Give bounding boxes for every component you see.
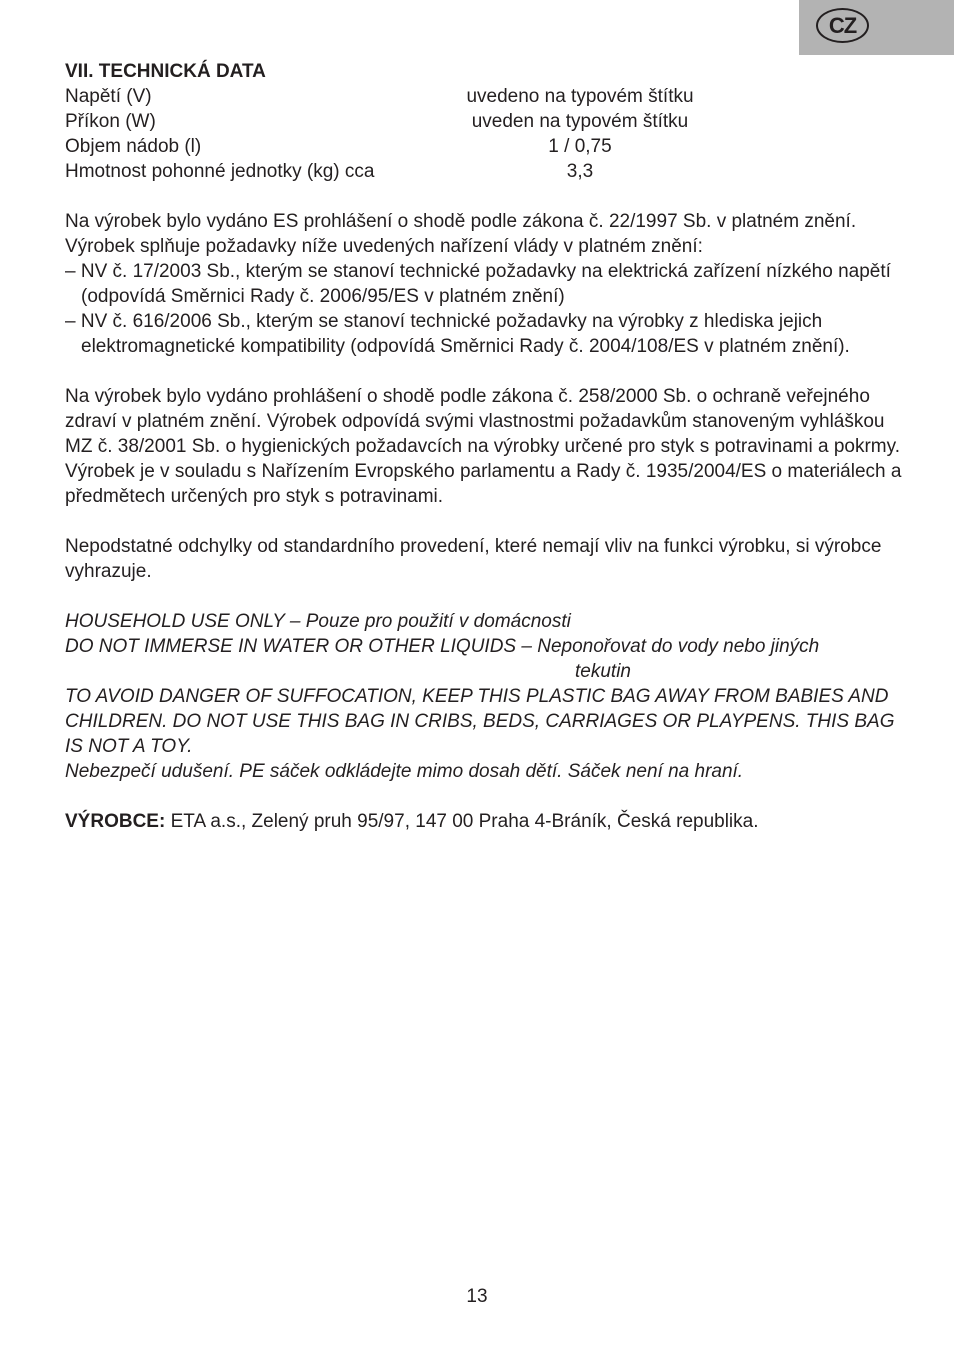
spec-table — [65, 84, 905, 184]
language-tab — [799, 0, 954, 55]
spec-label: Hmotnost pohonné jednotky (kg) cca — [65, 161, 375, 182]
suffocation-warning: TO AVOID DANGER OF SUFFOCATION, KEEP THIS PLASTIC BAG AWAY FROM BABIES AND CHILDREN. DO NOT USE THIS BAG IN CRIBS, BEDS, CARRIAGES OR PLAYPENS. THIS BAG IS NOT A TOY. — [65, 686, 895, 757]
spec-label: Napětí (V) — [65, 86, 152, 107]
health-declaration: Na výrobek bylo vydáno prohlášení o shodě podle zákona č. 258/2000 Sb. o ochraně veřejného zdraví v platném znění. Výrobek odpovídá svými vlastnostmi požadavkům stanoveným vyhláškou MZ č. 38/2001 Sb. o hygienických požadavcích na výrobky určené pro styk s potravinami a pokrmy. Výrobek je v souladu s Nařízením Evropského parlamentu a Rady č. 1935/2004/ES o materiálech a předmětech určených pro styk s potravinami. — [65, 386, 902, 507]
spec-value: uvedeno na typovém štítku — [466, 86, 694, 107]
spec-row — [65, 109, 905, 134]
manufacturer-label: VÝROBCE: — [65, 811, 166, 832]
spec-label: Příkon (W) — [65, 111, 156, 132]
manufacturer-text: ETA a.s., Zelený pruh 95/97, 147 00 Praha 4-Bráník, Česká republika. — [165, 811, 759, 832]
language-label: CZ — [828, 12, 857, 38]
language-badge — [816, 8, 869, 43]
page-content — [65, 59, 905, 834]
deviations-note: Nepodstatné odchylky od standardního provedení, které nemají vliv na funkci výrobku, si výrobce vyhrazuje. — [65, 536, 882, 582]
page-number: 13 — [466, 1286, 488, 1307]
spec-value: 3,3 — [566, 161, 594, 182]
es-declaration-item: – NV č. 616/2006 Sb., kterým se stanoví technické požadavky na výrobky z hlediska jejich elektromagnetické kompatibility (odpovídá Směrnici Rady č. 2004/108/ES v platném znění). — [65, 311, 850, 357]
spec-value: 1 / 0,75 — [548, 136, 612, 157]
immerse-warning-tail: tekutin — [575, 661, 631, 682]
spec-row — [65, 159, 905, 184]
household-warning: HOUSEHOLD USE ONLY – Pouze pro použití v domácnosti — [65, 611, 571, 632]
suffocation-warning-cz: Nebezpečí udušení. PE sáček odkládejte mimo dosah dětí. Sáček není na hraní. — [65, 761, 744, 782]
immerse-warning: DO NOT IMMERSE IN WATER OR OTHER LIQUIDS – Neponořovat do vody nebo jiných — [65, 636, 820, 657]
spec-value: uveden na typovém štítku — [471, 111, 689, 132]
es-declaration-intro: Na výrobek bylo vydáno ES prohlášení o shodě podle zákona č. 22/1997 Sb. v platném znění. Výrobek splňuje požadavky níže uvedených nařízení vlády v platném znění: — [65, 211, 857, 257]
spec-row — [65, 134, 905, 159]
section-title: VII. TECHNICKÁ DATA — [65, 61, 266, 82]
es-declaration-item: – NV č. 17/2003 Sb., kterým se stanoví technické požadavky na elektrická zařízení nízkého napětí (odpovídá Směrnici Rady č. 2006/95/ES v platném znění) — [65, 261, 891, 307]
spec-label: Objem nádob (l) — [65, 136, 202, 157]
spec-row — [65, 84, 905, 109]
manufacturer-line — [65, 809, 905, 834]
